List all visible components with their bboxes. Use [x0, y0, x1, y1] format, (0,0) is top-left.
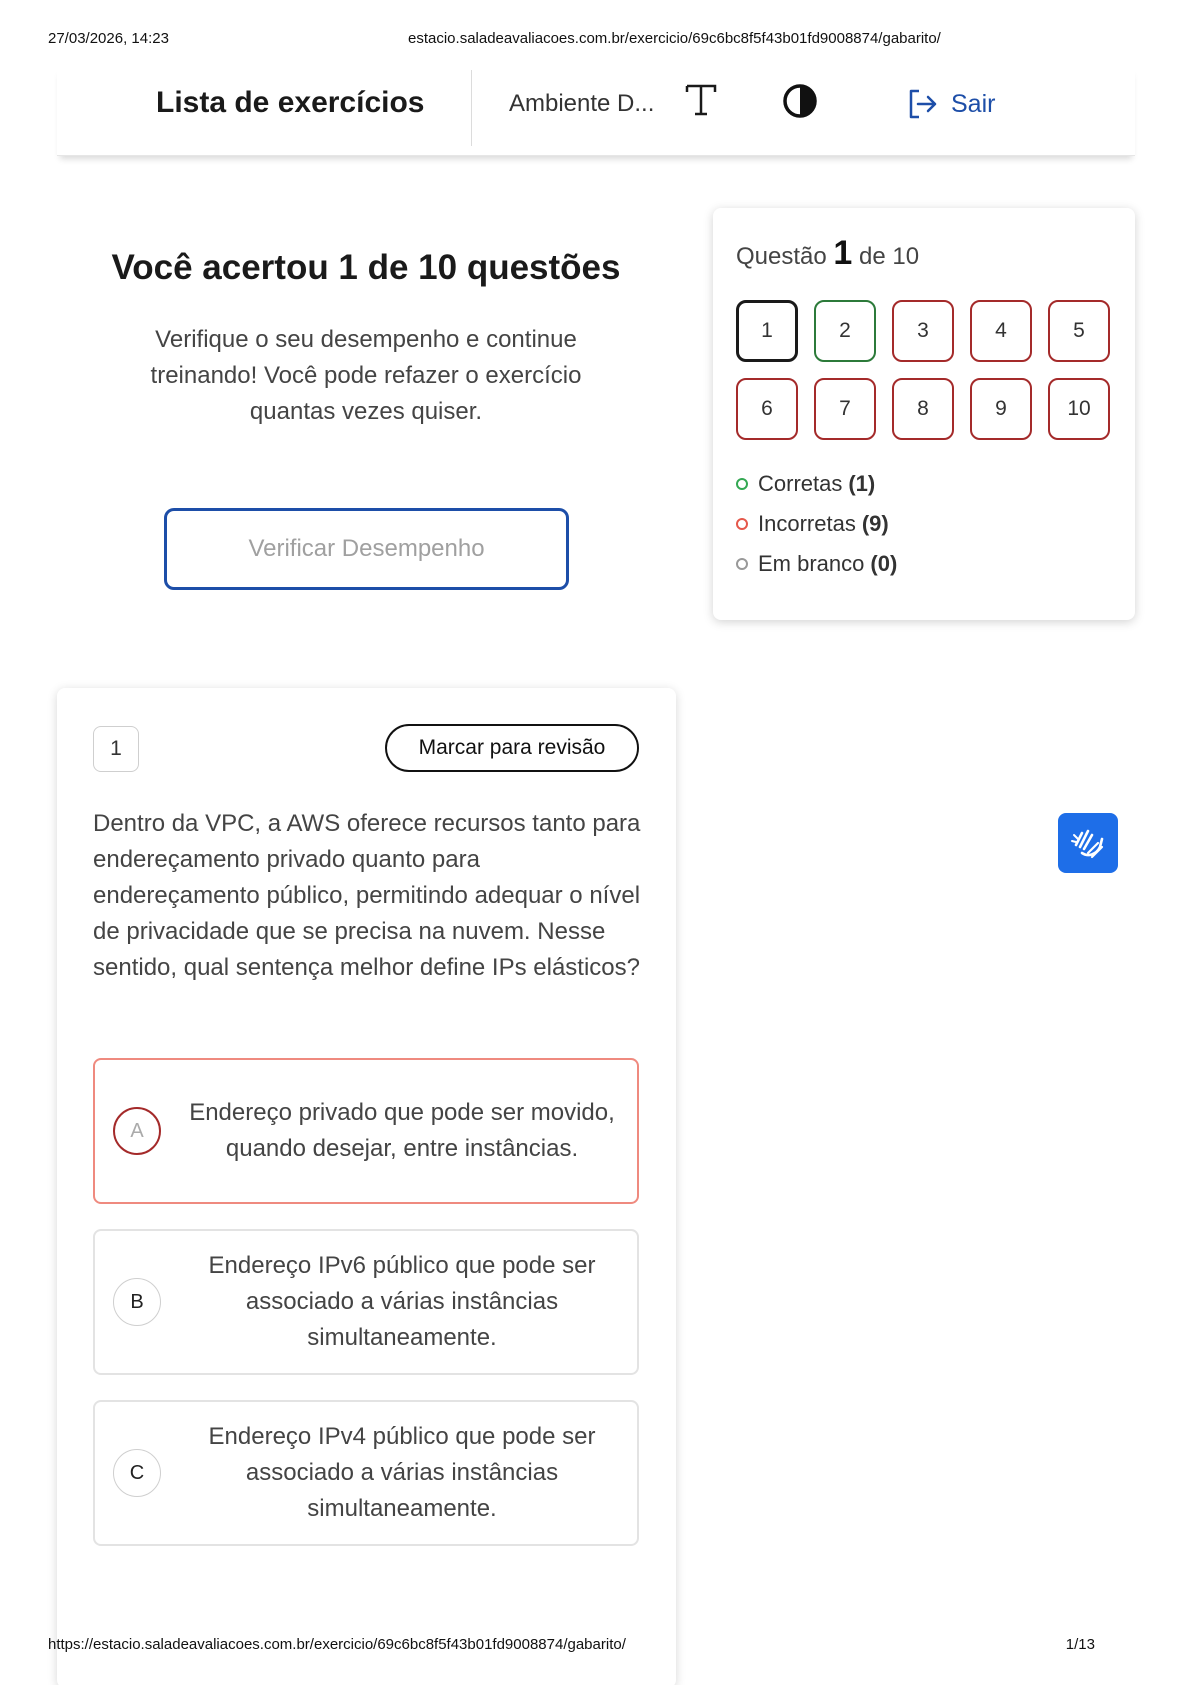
legend-incorrect [736, 504, 897, 544]
environment-label[interactable]: Ambiente D... [509, 90, 655, 117]
question-button-2[interactable]: 2 [814, 300, 876, 362]
text-size-icon[interactable] [683, 80, 719, 120]
legend-correct-label: Corretas [758, 471, 843, 496]
question-index-badge: 1 [93, 726, 139, 772]
print-header [48, 30, 1143, 50]
option-a[interactable] [93, 1058, 639, 1204]
result-summary [110, 246, 622, 430]
question-button-8[interactable]: 8 [892, 378, 954, 440]
option-b[interactable] [93, 1229, 639, 1375]
header-divider [471, 70, 472, 146]
print-url: estacio.saladeavaliacoes.com.br/exercicio/69c6bc8f5f43b01fd9008874/gabarito/ [408, 30, 941, 47]
question-button-5[interactable]: 5 [1048, 300, 1110, 362]
question-button-1[interactable]: 1 [736, 300, 798, 362]
question-button-6[interactable]: 6 [736, 378, 798, 440]
page-indicator: 1/13 [1065, 1636, 1095, 1653]
option-letter: B [113, 1278, 161, 1326]
blank-dot-icon [736, 558, 748, 570]
question-button-4[interactable]: 4 [970, 300, 1032, 362]
legend-blank [736, 544, 897, 584]
top-bar [57, 66, 1135, 156]
question-card [57, 688, 676, 1685]
print-footer [48, 1636, 1143, 1656]
logout-icon [905, 87, 939, 121]
logout-label: Sair [951, 89, 996, 118]
sign-language-button[interactable] [1058, 813, 1118, 873]
legend-blank-label: Em branco [758, 551, 865, 576]
option-c[interactable] [93, 1400, 639, 1546]
logout-button[interactable] [905, 84, 995, 124]
option-letter: C [113, 1449, 161, 1497]
legend-incorrect-count: (9) [861, 511, 889, 536]
question-counter [736, 234, 919, 273]
question-button-10[interactable]: 10 [1048, 378, 1110, 440]
page-title: Lista de exercícios [156, 86, 425, 119]
question-button-7[interactable]: 7 [814, 378, 876, 440]
print-datetime: 27/03/2026, 14:23 [48, 30, 169, 47]
result-message: Verifique o seu desempenho e continue treinando! Você pode refazer o exercício quantas vezes quiser. [150, 326, 582, 425]
legend-incorrect-label: Incorretas [758, 511, 856, 536]
mark-for-review-button[interactable]: Marcar para revisão [385, 724, 639, 772]
legend-blank-count: (0) [870, 551, 898, 576]
verify-performance-button[interactable]: Verificar Desempenho [164, 508, 569, 590]
result-title: Você acertou 1 de 10 questões [111, 248, 621, 287]
sign-language-icon [1068, 823, 1108, 863]
question-counter-current: 1 [833, 234, 853, 272]
question-navigator [713, 208, 1135, 620]
status-legend [736, 464, 897, 584]
contrast-icon[interactable] [781, 82, 819, 120]
question-button-3[interactable]: 3 [892, 300, 954, 362]
question-counter-suffix: de 10 [859, 243, 920, 270]
option-text: Endereço IPv6 público que pode ser associado a várias instâncias simultaneamente. [208, 1252, 596, 1351]
print-footer-url: https://estacio.saladeavaliacoes.com.br/exercicio/69c6bc8f5f43b01fd9008874/gabarito/ [48, 1636, 626, 1653]
option-text: Endereço privado que pode ser movido, quando desejar, entre instâncias. [189, 1099, 615, 1162]
legend-correct [736, 464, 897, 504]
correct-dot-icon [736, 478, 748, 490]
option-text: Endereço IPv4 público que pode ser associado a várias instâncias simultaneamente. [208, 1423, 596, 1522]
question-button-9[interactable]: 9 [970, 378, 1032, 440]
question-counter-prefix: Questão [736, 243, 827, 270]
question-text: Dentro da VPC, a AWS oferece recursos tanto para endereçamento privado quanto para endereçamento público, permitindo adequar o nível de privacidade que se precisa na nuvem. Nesse sentido, qual sentença melhor define IPs elásticos? [93, 810, 641, 981]
incorrect-dot-icon [736, 518, 748, 530]
legend-correct-count: (1) [848, 471, 876, 496]
option-letter: A [113, 1107, 161, 1155]
